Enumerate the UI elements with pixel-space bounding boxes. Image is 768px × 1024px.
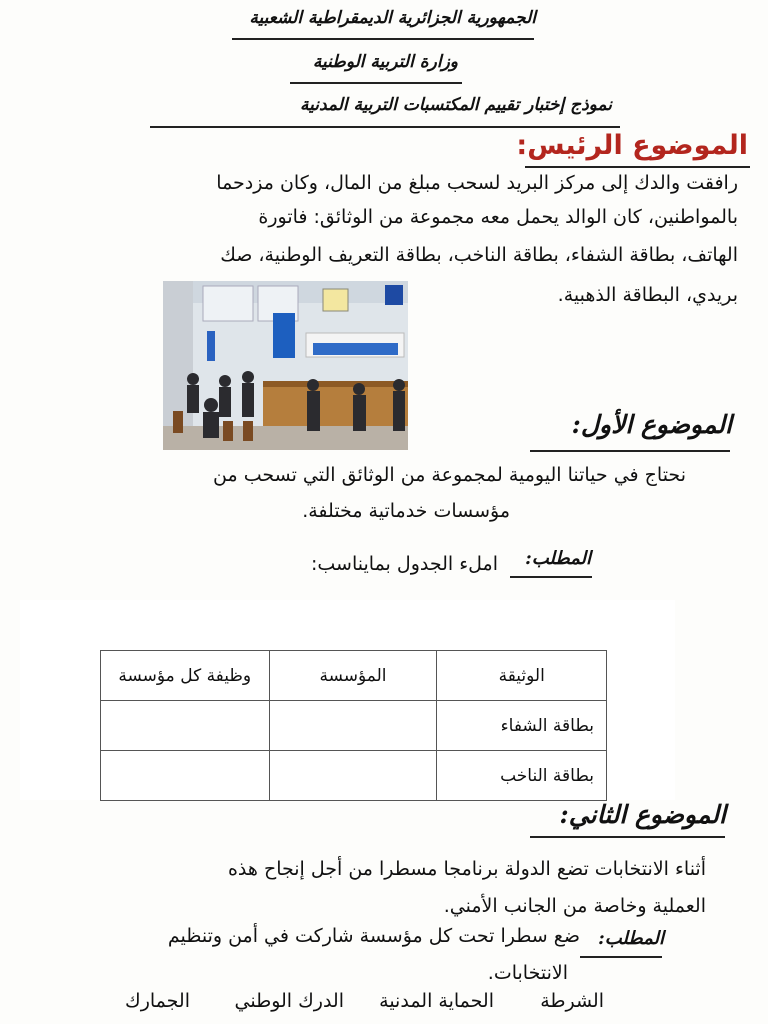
topic2-requirement-line-2: الانتخابات.	[487, 962, 568, 984]
cell-document: بطاقة الشفاء	[437, 701, 607, 751]
topic1-underline	[530, 450, 730, 452]
header-institution: المؤسسة	[269, 651, 437, 701]
topic2-underline	[530, 836, 725, 838]
table-row	[101, 701, 607, 751]
table-header-row	[101, 651, 607, 701]
cell-function[interactable]	[101, 701, 270, 751]
cell-function[interactable]	[101, 751, 270, 801]
post-office-illustration	[163, 281, 408, 450]
header-republic: الجمهورية الجزائرية الديمقراطية الشعبية	[249, 8, 536, 28]
post-office-photo	[163, 281, 408, 450]
header-underline-1	[232, 38, 534, 40]
main-topic-line-3: الهاتف، بطاقة الشفاء، بطاقة الناخب، بطاقة التعريف الوطنية، صك	[220, 244, 738, 266]
option-civil-protection[interactable]: الحماية المدنية	[379, 990, 494, 1012]
topic1-requirement-text: املء الجدول بمايناسب:	[311, 553, 498, 575]
option-customs[interactable]: الجمارك	[125, 990, 190, 1012]
topic2-requirement-line-1: ضع سطرا تحت كل مؤسسة شاركت في أمن وتنظيم	[167, 925, 580, 947]
exam-title-underline	[150, 126, 620, 128]
topic1-requirement-underline	[510, 576, 592, 578]
option-gendarmerie[interactable]: الدرك الوطني	[234, 990, 344, 1012]
topic1-line-1: نحتاج في حياتنا اليومية لمجموعة من الوثائق التي تسحب من	[213, 464, 686, 486]
main-topic-underline	[525, 166, 750, 168]
topic2-line-1: أثناء الانتخابات تضع الدولة برنامجا مسطرا من أجل إنجاح هذه	[227, 858, 706, 880]
table-row	[101, 751, 607, 801]
header-function: وظيفة كل مؤسسة	[101, 651, 270, 701]
topic2-requirement-label: المطلب:	[598, 928, 664, 949]
option-police[interactable]: الشرطة	[540, 990, 604, 1012]
header-document: الوثيقة	[437, 651, 607, 701]
topic1-title: الموضوع الأول:	[571, 410, 732, 439]
header-underline-2	[290, 82, 462, 84]
header-ministry: وزارة التربية الوطنية	[312, 52, 458, 72]
topic1-requirement-label: المطلب:	[525, 548, 591, 569]
main-topic-line-4: بريدي، البطاقة الذهبية.	[557, 284, 738, 306]
cell-institution[interactable]	[269, 751, 437, 801]
topic2-line-2: العملية وخاصة من الجانب الأمني.	[443, 895, 706, 917]
cell-document: بطاقة الناخب	[437, 751, 607, 801]
exam-title: نموذج إختبار تقييم المكتسبات التربية المدنية	[299, 95, 612, 115]
topic1-line-2: مؤسسات خدماتية مختلفة.	[302, 500, 510, 522]
main-topic-title: الموضوع الرئيس:	[516, 130, 748, 161]
table-container	[20, 600, 675, 800]
main-topic-line-1: رافقت والدك إلى مركز البريد لسحب مبلغ من المال، وكان مزدحما	[216, 172, 738, 194]
main-topic-line-2: بالمواطنين، كان الوالد يحمل معه مجموعة من الوثائق: فاتورة	[258, 206, 738, 228]
documents-table	[100, 650, 607, 801]
topic2-title: الموضوع الثاني:	[559, 800, 726, 829]
topic2-requirement-underline	[580, 956, 662, 958]
cell-institution[interactable]	[269, 701, 437, 751]
